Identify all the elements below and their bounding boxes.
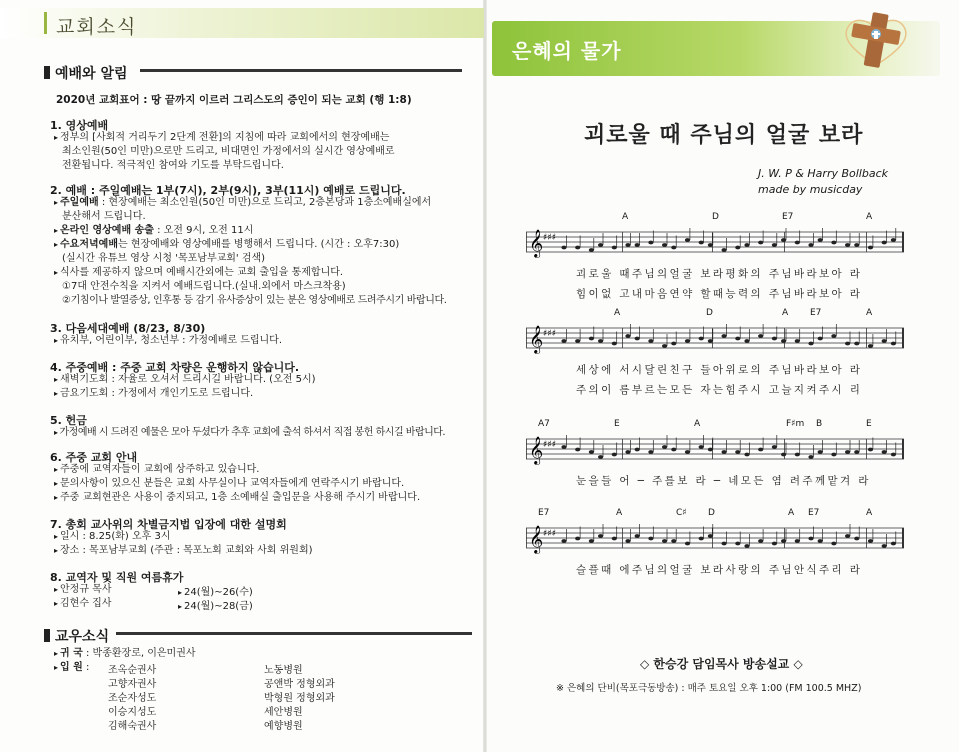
notice-line: 분산해서 드립니다. (62, 211, 146, 222)
notice-line: ▸ 정부의 [사회적 거리두기 2단계 전환]의 지침에 따라 교회에서의 현장예배는 (54, 132, 390, 143)
notice-text: 유치부, 어린이부, 청소년부 : 가정예배로 드립니다. (60, 335, 283, 346)
notice-2-title: 2. 예배 : 주일예배는 1부(7시), 2부(9시), 3부(11시) 예배로 드립니다. (50, 184, 406, 197)
svg-text:𝄞: 𝄞 (529, 325, 544, 353)
hospital-member-name: 이승지성도 (108, 707, 157, 718)
staff-lines (526, 431, 904, 471)
song-arranger: made by musicday (758, 183, 863, 196)
notice-label: 수요저녁예배 (60, 239, 118, 250)
notice-6-title: 6. 주중 교회 안내 (50, 451, 138, 464)
chord-symbol: E (866, 419, 872, 429)
chord-symbol: A7 (538, 419, 550, 429)
chord-symbol: E7 (810, 308, 822, 318)
vacation-row: ▸ 안정규 목사 (54, 584, 112, 595)
notice-4-title: 4. 주중예배 : 주중 교회 차량은 운행하지 않습니다. (50, 361, 300, 374)
vacation-date: ▸ 24(월)~28(금) (178, 601, 253, 612)
song-title: 괴로울 때 주님의 얼굴 보라 (584, 123, 864, 148)
notice-line: ▸ 장소 : 목포남부교회 (주관 : 목포노회 교회와 사회 위원회) (54, 545, 313, 556)
header-accent-bar (44, 12, 47, 34)
notice-line: ▸ 가정예배 시 드려진 예물은 모아 두셨다가 추후 교회에 출석 하셔서 직접 봉헌 하시길 바랍니다. (54, 427, 446, 438)
member-return-row: ▸ 귀 국 : 박종환장로, 이은미권사 (54, 648, 196, 659)
left-header-band (0, 8, 484, 38)
chord-symbol: A (616, 508, 623, 518)
notice-text: 문의사항이 있으신 분들은 교회 사무실이나 교역자들에게 연락주시기 바랍니다. (60, 478, 405, 489)
section-rule (116, 632, 472, 635)
member-hospital-row: ▸ 입 원 : (54, 662, 90, 673)
notice-text: 주중 교회현관은 사용이 중지되고, 1층 소예배실 출입문을 사용해 주시기 바랍니다. (60, 492, 421, 503)
chord-symbol: D (706, 308, 713, 318)
chord-symbol: A (788, 508, 795, 518)
vacation-date: ▸ 24(월)~26(수) (178, 587, 253, 598)
notice-line: ▸ 주일예배 : 현장예배는 최소인원(50인 미만)으로 드리고, 2층본당과 1층소예배실에서 (54, 197, 432, 208)
notice-label: 온라인 영상예배 송출 (60, 225, 154, 236)
hospital-name: 예향병원 (264, 721, 303, 732)
lyric-line-2: 주의이 름부르는모든 자는힘주시 고늘지켜주시 리 (576, 384, 863, 396)
chord-symbol: A (694, 419, 701, 429)
notice-text: : 오전 9시, 오전 11시 (153, 225, 254, 236)
section-marker-icon (44, 629, 50, 642)
cross-heart-icon (836, 11, 916, 71)
notice-text: 새벽기도회 : 자율로 오셔서 드리시길 바랍니다. (오전 5시) (60, 374, 316, 385)
notice-1-title: 1. 영상예배 (50, 119, 109, 132)
notice-line: ▸ 문의사항이 있으신 분들은 교회 사무실이나 교역자들에게 연락주시기 바랍니다. (54, 478, 405, 489)
notice-line: ▸ 일시 : 8.25(화) 오후 3시 (54, 531, 171, 542)
chord-symbol: A (622, 212, 629, 222)
notice-line: 최소인원(50인 미만)으로만 드리고, 비대면인 가정에서의 실시간 영상예배로 (62, 146, 395, 157)
svg-text:♯♯♯: ♯♯♯ (543, 329, 557, 339)
svg-text:𝄞: 𝄞 (529, 525, 544, 553)
notice-line: ▸ 온라인 영상예배 송출 : 오전 9시, 오전 11시 (54, 225, 254, 236)
notice-text: 가정예배 시 드려진 예물은 모아 두셨다가 추후 교회에 출석 하셔서 직접 봉헌 하시길 바랍니다. (59, 427, 446, 438)
broadcast-note: ※ 은혜의 단비(목포극동방송) : 매주 토요일 오후 1:00 (FM 100.5 MHZ) (556, 683, 862, 694)
music-system (526, 508, 904, 588)
right-header-title: 은혜의 물가 (512, 39, 622, 63)
chord-symbol: E7 (538, 508, 550, 518)
vacation-row: ▸ 김현수 집사 (54, 598, 112, 609)
lyric-line-1: 슬플때 에주님의얼굴 보라사랑의 주님안식주리 라 (576, 564, 863, 576)
hospital-name: 세안병원 (264, 707, 303, 718)
hospital-name: 박형원 정형외과 (264, 693, 335, 704)
music-system (526, 419, 904, 499)
church-motto: 2020년 교회표어 : 땅 끝까지 이르러 그리스도의 증인이 되는 교회 (행 1:8) (56, 94, 412, 106)
member-label: 입 원 (60, 662, 83, 673)
member-label: 귀 국 (60, 648, 83, 659)
notice-line: ▸ 주중 교회현관은 사용이 중지되고, 1층 소예배실 출입문을 사용해 주시기 바랍니다. (54, 492, 421, 503)
hospital-member-name: 고향자권사 (108, 679, 157, 690)
vacation-date-text: 24(월)~28(금) (184, 601, 253, 612)
notice-text: 는 현장예배와 영상예배를 병행해서 드립니다. (시간 : 오후7:30) (117, 239, 400, 250)
notice-text: 정부의 [사회적 거리두기 2단계 전환]의 지침에 따라 교회에서의 현장예배는 (60, 132, 390, 143)
notice-line: ▸ 금요기도회 : 가정에서 개인기도로 드립니다. (54, 388, 254, 399)
hospital-member-name: 조순자성도 (108, 693, 157, 704)
left-header-title: 교회소식 (56, 16, 138, 38)
chord-symbol: A (866, 212, 873, 222)
chord-symbol: D (708, 508, 715, 518)
music-system (526, 308, 904, 396)
notice-label: 주일예배 (60, 197, 99, 208)
notice-text: : 현장예배는 최소인원(50인 미만)으로 드리고, 2층본당과 1층소예배실에서 (98, 197, 432, 208)
broadcast-title: ◇ 한승강 담임목사 방송설교 ◇ (640, 657, 803, 671)
section-title-worship (44, 63, 128, 83)
chord-symbol: E (614, 419, 620, 429)
chord-symbol: A (782, 308, 789, 318)
notice-line: (실시간 유튜브 영상 시청 '목포남부교회' 검색) (62, 253, 266, 264)
notice-3-title: 3. 다음세대예배 (8/23, 8/30) (50, 322, 206, 335)
svg-text:𝄞: 𝄞 (529, 436, 544, 464)
staff-lines (526, 520, 904, 560)
lyric-line-1: 괴로울 때주님의얼굴 보라평화의 주님바라보아 라 (576, 268, 863, 280)
section-title-text: 교우소식 (55, 629, 110, 645)
chord-symbol: A (866, 508, 873, 518)
section-title-members (44, 626, 109, 646)
notice-line: 전환됩니다. 적극적인 참여와 기도를 부탁드립니다. (62, 160, 284, 171)
lyric-line-1: 눈을들 어 ─ 주를보 라 ─ 네모든 염 려주께맡겨 라 (576, 475, 871, 487)
notice-text: 식사를 제공하지 않으며 예배시간외에는 교회 출입을 통제합니다. (60, 267, 344, 278)
vacation-date-text: 24(월)~26(수) (184, 587, 253, 598)
notice-text: 금요기도회 : 가정에서 개인기도로 드립니다. (60, 388, 254, 399)
staff-lines (526, 320, 904, 360)
notice-line: ▸ 수요저녁예배는 현장예배와 영상예배를 병행해서 드립니다. (시간 : 오후7:30) (54, 239, 400, 250)
svg-text:𝄞: 𝄞 (529, 229, 544, 257)
notice-7-title: 7. 총회 교사위의 차별금지법 입장에 대한 설명회 (50, 518, 287, 531)
member-text: : 박종환장로, 이은미권사 (82, 648, 196, 659)
song-composer: J. W. P & Harry Bollback (758, 167, 889, 180)
staff-lines (526, 224, 904, 264)
notice-text: 주중에 교역자들이 교회에 상주하고 있습니다. (60, 464, 260, 475)
notice-5-title: 5. 헌금 (50, 414, 87, 427)
chord-symbol: B (816, 419, 823, 429)
vacation-name: 안정규 목사 (60, 584, 112, 595)
chord-symbol: C♯ (676, 508, 687, 518)
vacation-name: 김현수 집사 (60, 598, 112, 609)
section-marker-icon (44, 66, 50, 79)
hospital-name: 노동병원 (264, 665, 303, 676)
notice-line: ▸ 식사를 제공하지 않으며 예배시간외에는 교회 출입을 통제합니다. (54, 267, 344, 278)
music-system (526, 212, 904, 300)
hospital-member-name: 김해숙권사 (108, 721, 157, 732)
svg-text:♯♯♯: ♯♯♯ (543, 440, 557, 450)
chord-symbol: E7 (782, 212, 794, 222)
chord-symbol: A (866, 308, 873, 318)
chord-symbol: D (712, 212, 719, 222)
chord-symbol: E7 (808, 508, 820, 518)
notice-line: ▸ 새벽기도회 : 자율로 오셔서 드리시길 바랍니다. (오전 5시) (54, 374, 316, 385)
notice-line: ▸ 유치부, 어린이부, 청소년부 : 가정예배로 드립니다. (54, 335, 283, 346)
hospital-member-name: 조옥순권사 (108, 665, 157, 676)
lyric-line-2: 힘이없 고내마음연약 할때능력의 주님바라보아 라 (576, 288, 863, 300)
svg-text:♯♯♯: ♯♯♯ (543, 529, 557, 539)
chord-symbol: F♯m (786, 419, 805, 429)
page-fold (483, 0, 487, 752)
lyric-line-1: 세상에 서시달린친구 들아위로의 주님바라보아 라 (576, 364, 863, 376)
chord-symbol: A (614, 308, 621, 318)
notice-text: 장소 : 목포남부교회 (주관 : 목포노회 교회와 사회 위원회) (60, 545, 313, 556)
section-rule (140, 69, 462, 72)
svg-text:♯♯♯: ♯♯♯ (543, 233, 557, 243)
notice-line: ▸ 주중에 교역자들이 교회에 상주하고 있습니다. (54, 464, 260, 475)
notice-text: 일시 : 8.25(화) 오후 3시 (60, 531, 171, 542)
notice-line: ①7대 안전수칙을 지켜서 예배드립니다.(실내.외에서 마스크착용) (62, 281, 346, 292)
hospital-name: 공앤박 정형외과 (264, 679, 335, 690)
notice-8-title: 8. 교역자 및 직원 여름휴가 (50, 571, 184, 584)
section-title-text: 예배와 알림 (55, 66, 128, 82)
notice-line: ②기침이나 발열증상, 인후통 등 감기 유사증상이 있는 분은 영상예배로 드려주시기 바랍니다. (62, 295, 447, 306)
